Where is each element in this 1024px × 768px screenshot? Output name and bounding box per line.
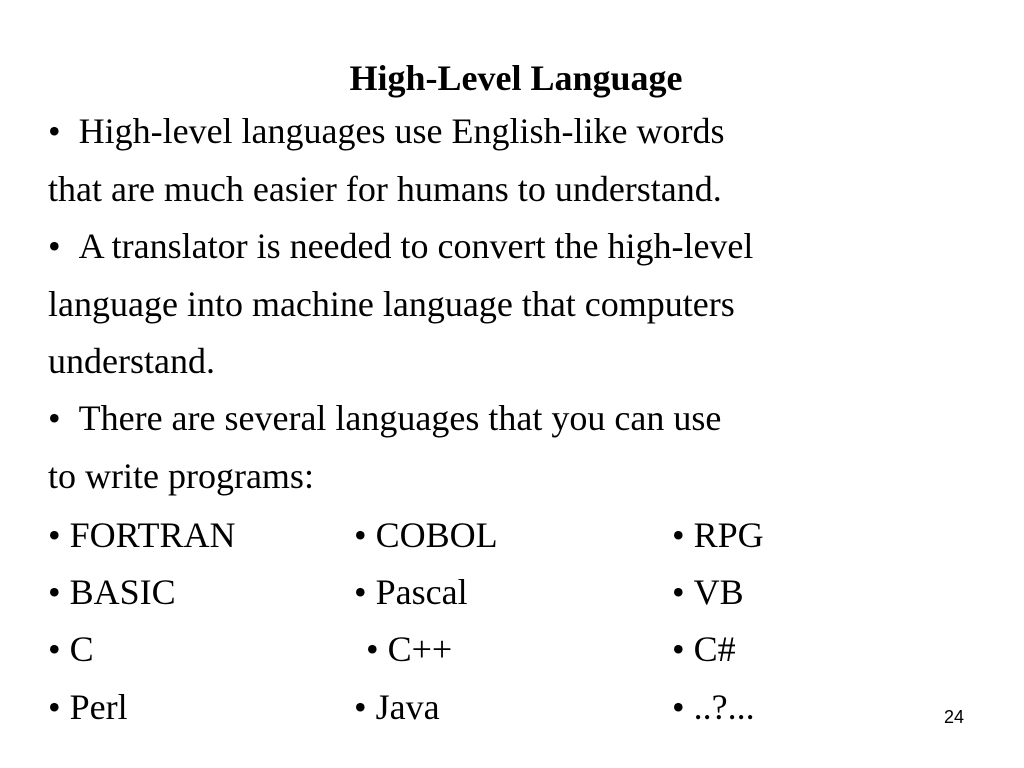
paragraph-3-line-1: • There are several languages that you can use — [48, 394, 721, 442]
paragraph-1-line-2: that are much easier for humans to understand. — [48, 169, 722, 209]
language-fortran: • FORTRAN — [48, 511, 235, 559]
language-cpp: • C++ — [366, 625, 452, 673]
paragraph-2-line-2: language into machine language that computers — [48, 284, 735, 324]
language-vb: • VB — [672, 568, 744, 616]
language-cobol: • COBOL — [354, 511, 498, 559]
language-java: • Java — [354, 683, 440, 731]
paragraph-1-line-1: • High-level languages use English-like words — [48, 107, 724, 155]
language-rpg: • RPG — [672, 511, 764, 559]
paragraph-2-line-3: understand. — [48, 341, 215, 381]
paragraph-3-line-2: to write programs: — [48, 456, 314, 496]
page-number: 24 — [943, 707, 964, 727]
language-perl: • Perl — [48, 683, 128, 731]
language-more: • ..?... — [672, 683, 755, 731]
language-basic: • BASIC — [48, 568, 176, 616]
paragraph-2-line-1: • A translator is needed to convert the high-level — [48, 222, 753, 270]
language-c: • C — [48, 625, 94, 673]
language-pascal: • Pascal — [354, 568, 468, 616]
language-csharp: • C# — [672, 625, 736, 673]
slide-title: High-Level Language — [349, 58, 683, 98]
